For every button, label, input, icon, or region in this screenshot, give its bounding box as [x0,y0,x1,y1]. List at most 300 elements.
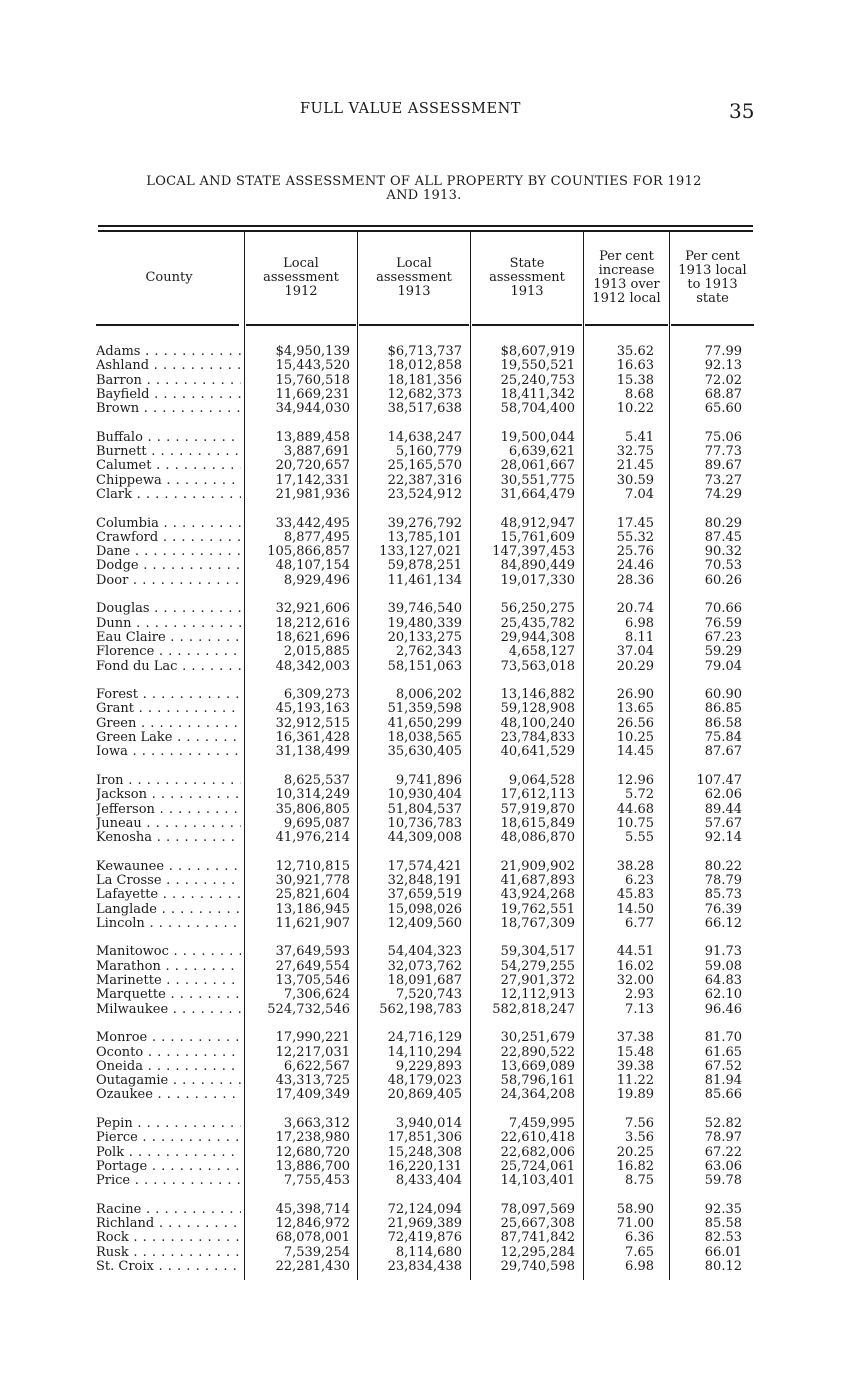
local-1913-cell: 72,124,094 [387,1201,462,1217]
table-row [0,1003,867,1017]
table-row [0,1046,867,1060]
local-1913-cell: 41,650,299 [387,715,462,731]
table-row [0,1131,867,1145]
local-1912-cell: 7,306,624 [283,987,350,1003]
table-row [0,545,867,559]
county-name: Door . . . [96,574,241,588]
county-name: Milwaukee . . . [96,1003,241,1017]
local-1913-cell: 8,433,404 [395,1173,462,1189]
state-1913-cell: 19,550,521 [500,358,575,374]
local-1913-cell: 72,419,876 [387,1230,462,1246]
local-1913-cell: 59,878,251 [387,558,462,574]
table-row [0,660,867,674]
table-row [0,874,867,888]
percent-ratio-cell: 68.87 [704,386,742,402]
percent-increase-cell: 20.29 [616,658,654,674]
local-1913-cell: 12,682,373 [387,386,462,402]
percent-increase-cell: 15.48 [616,1044,654,1060]
state-1913-cell: 17,612,113 [500,787,575,803]
local-1912-cell: 8,929,496 [283,572,350,588]
county-name: St. Croix . . . [96,1260,241,1274]
county-group [0,517,867,588]
county-group [0,1031,867,1102]
local-1912-cell: 7,539,254 [283,1244,350,1260]
local-1913-cell: 58,151,063 [387,658,462,674]
table-row [0,1217,867,1231]
local-1913-cell: 39,276,792 [387,515,462,531]
county-name: Marinette . . . [96,974,241,988]
percent-ratio-cell: 87.45 [704,529,742,545]
state-1913-cell: 18,411,342 [500,386,575,402]
county-name: Florence . . . [96,645,241,659]
state-1913-cell: 87,741,842 [500,1230,575,1246]
percent-increase-cell: 32.00 [616,973,654,989]
table-row [0,1246,867,1260]
percent-increase-cell: 32.75 [616,444,654,460]
percent-ratio-cell: 63.06 [704,1158,742,1174]
percent-increase-cell: 14.50 [616,901,654,917]
percent-ratio-cell: 59.78 [704,1173,742,1189]
percent-ratio-cell: 107.47 [696,772,742,788]
table-row [0,1117,867,1131]
local-1912-cell: 18,621,696 [275,629,350,645]
local-1913-cell: 51,359,598 [387,701,462,717]
table-row [0,1088,867,1102]
state-1913-cell: 9,064,528 [508,772,575,788]
percent-increase-cell: 7.65 [625,1244,654,1260]
state-1913-cell: 22,682,006 [500,1144,575,1160]
percent-ratio-cell: 72.02 [704,372,742,388]
table-row [0,688,867,702]
percent-ratio-cell: 75.84 [704,730,742,746]
table-row [0,960,867,974]
state-1913-cell: 48,086,870 [500,830,575,846]
percent-ratio-cell: 76.39 [704,901,742,917]
percent-increase-cell: 58.90 [616,1201,654,1217]
percent-increase-cell: 8.11 [625,629,654,645]
county-name: Forest . . . [96,688,241,702]
percent-increase-cell: 14.45 [616,744,654,760]
local-1912-cell: 3,887,691 [283,444,350,460]
local-1913-cell: 20,133,275 [387,629,462,645]
table-row [0,702,867,716]
caption-line-1: LOCAL AND STATE ASSESSMENT OF ALL PROPERTY BY COUNTIES FOR 1912 [146,174,702,189]
state-1913-cell: 25,724,061 [500,1158,575,1174]
county-name: Dunn . . . [96,617,241,631]
local-1912-cell: 15,760,518 [275,372,350,388]
percent-increase-cell: 45.83 [616,887,654,903]
local-1912-cell: 13,705,546 [275,973,350,989]
local-1912-cell: 68,078,001 [275,1230,350,1246]
local-1913-cell: 23,524,912 [387,486,462,502]
local-1913-cell: 7,520,743 [395,987,462,1003]
table-row [0,359,867,373]
percent-increase-cell: 6.77 [625,915,654,931]
state-1913-cell: 41,687,893 [500,872,575,888]
percent-increase-cell: 21.45 [616,458,654,474]
county-name: Oconto . . . [96,1046,241,1060]
state-1913-cell: 29,740,598 [500,1259,575,1274]
local-1913-cell: 24,716,129 [387,1030,462,1046]
local-1913-cell: 32,073,762 [387,958,462,974]
state-1913-cell: 43,924,268 [500,887,575,903]
percent-increase-cell: 10.22 [616,401,654,417]
county-name: Brown . . . [96,402,241,416]
percent-ratio-cell: 85.66 [704,1087,742,1103]
state-1913-cell: 48,100,240 [500,715,575,731]
local-1912-cell: 22,281,430 [275,1259,350,1274]
local-1912-cell: 34,944,030 [275,401,350,417]
table-row [0,974,867,988]
table-row [0,1160,867,1174]
local-1912-cell: 11,669,231 [275,386,350,402]
local-1912-cell: 18,212,616 [275,615,350,631]
table-row [0,988,867,1002]
state-1913-cell: 78,097,569 [500,1201,575,1217]
local-1913-cell: 8,006,202 [395,687,462,703]
column-header-local-1912: Local assessment 1912 [263,256,339,299]
percent-ratio-cell: 81.94 [704,1073,742,1089]
local-1912-cell: 27,649,554 [275,958,350,974]
local-1913-cell: 21,969,389 [387,1216,462,1232]
percent-increase-cell: 35.62 [616,344,654,359]
percent-ratio-cell: 92.35 [704,1201,742,1217]
local-1913-cell: 39,746,540 [387,601,462,617]
percent-ratio-cell: 79.04 [704,658,742,674]
local-1913-cell: 32,848,191 [387,872,462,888]
local-1913-cell: 18,038,565 [387,730,462,746]
state-1913-cell: 59,128,908 [500,701,575,717]
percent-increase-cell: 37.38 [616,1030,654,1046]
county-name: Buffalo . . . [96,431,241,445]
percent-increase-cell: 6.23 [625,872,654,888]
column-header-percent-increase: Per cent increase 1913 over 1912 local [592,249,661,306]
county-name: Marquette . . . [96,988,241,1002]
column-header-local-1913: Local assessment 1913 [376,256,452,299]
percent-ratio-cell: 62.10 [704,987,742,1003]
county-group [0,1203,867,1274]
local-1912-cell: 17,990,221 [275,1030,350,1046]
local-1913-cell: 3,940,014 [395,1116,462,1132]
header-rule-state-1913 [472,324,582,326]
local-1912-cell: 32,921,606 [275,601,350,617]
local-1912-cell: 524,732,546 [267,1001,350,1017]
table-row [0,1146,867,1160]
page-number: 35 [729,99,755,123]
percent-ratio-cell: 82.53 [704,1230,742,1246]
percent-increase-cell: 5.72 [625,787,654,803]
table-row [0,788,867,802]
percent-increase-cell: 2.93 [625,987,654,1003]
state-1913-cell: $8,607,919 [500,344,575,359]
county-group [0,431,867,502]
percent-ratio-cell: 96.46 [704,1001,742,1017]
local-1913-cell: 15,248,308 [387,1144,462,1160]
local-1912-cell: 12,680,720 [275,1144,350,1160]
state-1913-cell: 19,762,551 [500,901,575,917]
local-1912-cell: 8,877,495 [283,529,350,545]
percent-increase-cell: 28.36 [616,572,654,588]
percent-increase-cell: 15.38 [616,372,654,388]
header-rule-ratio [671,324,754,326]
table-row [0,388,867,402]
table-row [0,917,867,931]
county-group [0,345,867,416]
header-rule-county [96,324,239,326]
local-1912-cell: 6,622,567 [283,1058,350,1074]
percent-increase-cell: 5.55 [625,830,654,846]
local-1912-cell: 17,142,331 [275,472,350,488]
state-1913-cell: 73,563,018 [500,658,575,674]
percent-increase-cell: 17.45 [616,515,654,531]
county-name: Ozaukee . . . [96,1088,241,1102]
county-group [0,688,867,759]
county-name: Rock . . . [96,1231,241,1245]
local-1913-cell: 9,229,893 [395,1058,462,1074]
local-1913-cell: 18,012,858 [387,358,462,374]
local-1913-cell: 22,387,316 [387,472,462,488]
state-1913-cell: 4,658,127 [508,644,575,660]
table-row [0,731,867,745]
county-name: Oneida . . . [96,1060,241,1074]
local-1913-cell: 2,762,343 [395,644,462,660]
local-1912-cell: 45,193,163 [275,701,350,717]
percent-ratio-cell: 92.14 [704,830,742,846]
county-name: Crawford . . . [96,531,241,545]
state-1913-cell: 25,435,782 [500,615,575,631]
local-1912-cell: 20,720,657 [275,458,350,474]
percent-ratio-cell: 70.53 [704,558,742,574]
table-row [0,903,867,917]
percent-increase-cell: 16.02 [616,958,654,974]
percent-ratio-cell: 91.73 [704,944,742,960]
percent-increase-cell: 10.25 [616,730,654,746]
column-header-state-1913: State assessment 1913 [489,256,565,299]
percent-ratio-cell: 75.06 [704,429,742,445]
state-1913-cell: 13,146,882 [500,687,575,703]
local-1913-cell: 20,869,405 [387,1087,462,1103]
percent-ratio-cell: 59.29 [704,644,742,660]
county-group [0,1117,867,1188]
percent-ratio-cell: 81.70 [704,1030,742,1046]
local-1912-cell: 43,313,725 [275,1073,350,1089]
local-1913-cell: 14,638,247 [387,429,462,445]
table-row [0,817,867,831]
percent-ratio-cell: 86.85 [704,701,742,717]
percent-increase-cell: 16.82 [616,1158,654,1174]
local-1912-cell: 11,621,907 [275,915,350,931]
local-1913-cell: 25,165,570 [387,458,462,474]
percent-ratio-cell: 65.60 [704,401,742,417]
county-name: Marathon . . . [96,960,241,974]
local-1912-cell: 13,886,700 [275,1158,350,1174]
table-row [0,1031,867,1045]
state-1913-cell: 59,304,517 [500,944,575,960]
percent-ratio-cell: 78.79 [704,872,742,888]
county-name: Clark . . . [96,488,241,502]
percent-increase-cell: 44.51 [616,944,654,960]
local-1912-cell: 30,921,778 [275,872,350,888]
percent-ratio-cell: 78.97 [704,1130,742,1146]
percent-increase-cell: 6.36 [625,1230,654,1246]
table-row [0,860,867,874]
percent-ratio-cell: 89.44 [704,801,742,817]
local-1913-cell: 18,181,356 [387,372,462,388]
county-name: Manitowoc . . . [96,945,241,959]
state-1913-cell: 18,767,309 [500,915,575,931]
table-row [0,574,867,588]
county-name: Polk . . . [96,1146,241,1160]
state-1913-cell: 84,890,449 [500,558,575,574]
county-group [0,860,867,931]
local-1913-cell: 13,785,101 [387,529,462,545]
county-name: Calumet . . . [96,459,241,473]
state-1913-cell: 6,639,621 [508,444,575,460]
running-title: FULL VALUE ASSESSMENT [300,101,521,117]
percent-ratio-cell: 67.52 [704,1058,742,1074]
county-name: Chippewa . . . [96,474,241,488]
state-1913-cell: 14,103,401 [500,1173,575,1189]
county-name: Portage . . . [96,1160,241,1174]
table-row [0,1231,867,1245]
local-1912-cell: 9,695,087 [283,815,350,831]
local-1912-cell: 7,755,453 [283,1173,350,1189]
county-name: Kewaunee . . . [96,860,241,874]
percent-ratio-cell: 85.58 [704,1216,742,1232]
percent-ratio-cell: 60.26 [704,572,742,588]
percent-ratio-cell: 60.90 [704,687,742,703]
percent-increase-cell: 10.75 [616,815,654,831]
percent-increase-cell: 24.46 [616,558,654,574]
local-1912-cell: 25,821,604 [275,887,350,903]
local-1912-cell: $4,950,139 [275,344,350,359]
percent-ratio-cell: 66.12 [704,915,742,931]
percent-increase-cell: 20.25 [616,1144,654,1160]
percent-ratio-cell: 61.65 [704,1044,742,1060]
state-1913-cell: 58,796,161 [500,1073,575,1089]
local-1912-cell: 41,976,214 [275,830,350,846]
county-name: Rusk . . . [96,1246,241,1260]
county-name: La Crosse . . . [96,874,241,888]
state-1913-cell: 19,500,044 [500,429,575,445]
percent-increase-cell: 7.04 [625,486,654,502]
county-name: Grant . . . [96,702,241,716]
percent-ratio-cell: 85.73 [704,887,742,903]
table-row [0,602,867,616]
local-1913-cell: 18,091,687 [387,973,462,989]
county-name: Pepin . . . [96,1117,241,1131]
percent-increase-cell: 7.13 [625,1001,654,1017]
percent-increase-cell: 11.22 [616,1073,654,1089]
local-1913-cell: 17,851,306 [387,1130,462,1146]
state-1913-cell: 56,250,275 [500,601,575,617]
percent-ratio-cell: 67.23 [704,629,742,645]
local-1913-cell: 562,198,783 [379,1001,462,1017]
local-1912-cell: 12,846,972 [275,1216,350,1232]
local-1912-cell: 16,361,428 [275,730,350,746]
percent-ratio-cell: 73.27 [704,472,742,488]
percent-ratio-cell: 57.67 [704,815,742,831]
county-name: Iowa . . . [96,745,241,759]
local-1912-cell: 35,806,805 [275,801,350,817]
state-1913-cell: 12,295,284 [500,1244,575,1260]
local-1912-cell: 8,625,537 [283,772,350,788]
county-name: Eau Claire . . . [96,631,241,645]
table-row [0,717,867,731]
local-1913-cell: 11,461,134 [387,572,462,588]
local-1913-cell: 133,127,021 [379,544,462,560]
percent-ratio-cell: 80.12 [704,1259,742,1274]
state-1913-cell: 21,909,902 [500,858,575,874]
table-top-rule [98,225,753,227]
local-1913-cell: 14,110,294 [387,1044,462,1060]
state-1913-cell: 28,061,667 [500,458,575,474]
county-name: Douglas . . . [96,602,241,616]
table-row [0,559,867,573]
percent-increase-cell: 8.68 [625,386,654,402]
state-1913-cell: 25,667,308 [500,1216,575,1232]
local-1912-cell: 17,409,349 [275,1087,350,1103]
county-name: Racine . . . [96,1203,241,1217]
table-row [0,459,867,473]
table-row [0,631,867,645]
local-1913-cell: 35,630,405 [387,744,462,760]
state-1913-cell: 13,669,089 [500,1058,575,1074]
local-1912-cell: 37,649,593 [275,944,350,960]
local-1913-cell: 44,309,008 [387,830,462,846]
percent-increase-cell: 19.89 [616,1087,654,1103]
table-row [0,374,867,388]
county-name: Green . . . [96,717,241,731]
local-1912-cell: 12,710,815 [275,858,350,874]
percent-ratio-cell: 87.67 [704,744,742,760]
local-1912-cell: 13,889,458 [275,429,350,445]
percent-ratio-cell: 86.58 [704,715,742,731]
local-1913-cell: 12,409,560 [387,915,462,931]
local-1913-cell: 10,736,783 [387,815,462,831]
state-1913-cell: 23,784,833 [500,730,575,746]
state-1913-cell: 30,551,775 [500,472,575,488]
percent-increase-cell: 6.98 [625,615,654,631]
state-1913-cell: 19,017,330 [500,572,575,588]
table-row [0,402,867,416]
table-row [0,1203,867,1217]
percent-increase-cell: 55.32 [616,529,654,545]
state-1913-cell: 18,615,849 [500,815,575,831]
county-name: Langlade . . . [96,903,241,917]
local-1912-cell: 21,981,936 [275,486,350,502]
state-1913-cell: 22,610,418 [500,1130,575,1146]
percent-increase-cell: 44.68 [616,801,654,817]
county-name: Bayfield . . . [96,388,241,402]
percent-increase-cell: 37.04 [616,644,654,660]
percent-increase-cell: 7.56 [625,1116,654,1132]
state-1913-cell: 30,251,679 [500,1030,575,1046]
state-1913-cell: 54,279,255 [500,958,575,974]
local-1912-cell: 48,107,154 [275,558,350,574]
table-row [0,517,867,531]
table-row [0,1174,867,1188]
local-1913-cell: 23,834,438 [387,1259,462,1274]
caption-line-2: AND 1913. [386,188,462,203]
state-1913-cell: 22,890,522 [500,1044,575,1060]
header-rule-increase [585,324,668,326]
table-row [0,488,867,502]
state-1913-cell: 12,112,913 [500,987,575,1003]
table-row [0,774,867,788]
percent-ratio-cell: 92.13 [704,358,742,374]
state-1913-cell: 40,641,529 [500,744,575,760]
